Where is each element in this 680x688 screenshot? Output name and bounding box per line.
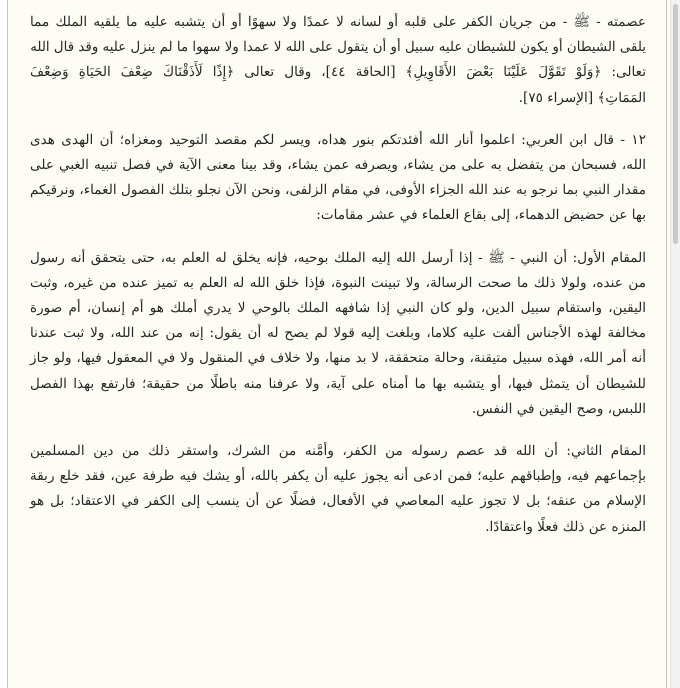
document-text — [30, 10, 646, 540]
text-line: اللبس، وصح اليقين في النفس. — [471, 400, 646, 417]
paragraph-ibn-al-arabi — [30, 128, 646, 229]
paragraph-maqam-1 — [30, 246, 646, 422]
text-line: تعالى: ﴿وَلَوْ تَقَوَّلَ عَلَيْنَا بَعْضَ الأَقَاوِيلِ﴾ [الحاقة ٤٤]، وقال تعالى ﴿إِذًا لَأَذَقْنَاكَ ضِعْفَ الحَيَاةِ وَضِعْفَ — [30, 64, 646, 81]
text-line: يلقى الشيطان أو يكون للشيطان عليه سبيل أو أن يتقول على الله لا عمدا ولا سهوا ما لم ينزل عليه وقد قال الله — [30, 39, 646, 56]
text-line: مخالفة لهذه الأجناس ألقت عليه كلاما، وبلغت إليه قولا لم يصح له أن يقول: إنه من عند الله، ولا ثبت عندنا — [30, 325, 646, 342]
text-line: المنزه عن ذلك فعلًا واعتقادًا. — [485, 518, 646, 535]
text-line: المقام الثاني: أن الله قد عصم رسوله من الكفر، وأمَّنه من الشرك، واستقر ذلك من دين المسلمين — [30, 443, 646, 460]
text-line: بإجماعهم فيه، وإطباقهم عليه؛ فمن ادعى أنه يجوز عليه أن يكفر بالله، أو يشك فيه طرفة عين، فقد خلع ربقة — [30, 468, 646, 485]
text-line: الله، فسبحان من يتفضل به على من يشاء، ويصرفه عمن يشاء، وقد بينا معنى الآية في فصل تنبيه الغبي على — [30, 157, 646, 174]
vertical-scrollbar[interactable] — [670, 0, 680, 688]
page-frame — [7, 0, 667, 688]
text-line: اليقين، واستقام سبيل الدين، ولو كان النبي إذا شافهه الملك بالوحي لا يدري أملك هو أم إنسان، أم صورة — [30, 300, 646, 317]
text-line: بها عن حضيض الدهماء، إلى بقاع العلماء في عشر مقامات: — [316, 207, 646, 224]
text-line: أنه أمر الله، فهذه سبيل متيقنة، وحالة متحققة، لا بد منها، ولا خلاف في المنقول ولا في المعقول فيها، ولو جاز — [30, 350, 646, 367]
text-line: المَمَاتِ﴾ [الإسراء ٧٥]. — [518, 89, 646, 106]
text-line: مقدار النبي بما نرجو به عند الله الجزاء الأوفى، في مقام الزلفى، ونحن الآن نجلو بتلك الفصول الغماء، ونرقيكم — [30, 182, 646, 199]
paragraph-maqam-2 — [30, 439, 646, 540]
text-line: ١٢ - قال ابن العربي: اعلموا أنار الله أفئدتكم بنور هداه، ويسر لكم مقصد التوحيد ومغزاه؛ أن الهدى هدى — [30, 131, 646, 148]
text-line: من عنده، ولولا ذلك ما صحت الرسالة، ولا تبينت النبوة، فإذا خلق الله له العلم به تميز عنده من غيره، وثبت — [30, 274, 646, 291]
scrollbar-thumb[interactable] — [673, 4, 678, 244]
text-line: الإسلام من عنقه؛ بل لا تجوز عليه المعاصي في الأفعال، فضلًا عن أن ينسب إلى الكفر في الاعتقاد؛ بل هو — [30, 493, 646, 510]
text-line: عصمته - ﷺ - من جريان الكفر على قلبه أو لسانه لا عمدًا ولا سهوًا أو أن يتشبه عليه ما يلقيه الملك مما — [30, 14, 646, 30]
paragraph-ismah — [30, 10, 646, 111]
text-line: المقام الأول: أن النبي - ﷺ - إذا أرسل الله إليه الملك بوحيه، فإنه يخلق له العلم به، حتى يتحقق أنه رسول — [30, 249, 646, 266]
text-line: للشيطان أن يتمثل فيها، أو يتشبه بها ما أمناه على آية، ولا عرفنا منه باطلًا من حقيقة؛ فارتفع بهذا الفصل — [30, 375, 646, 392]
